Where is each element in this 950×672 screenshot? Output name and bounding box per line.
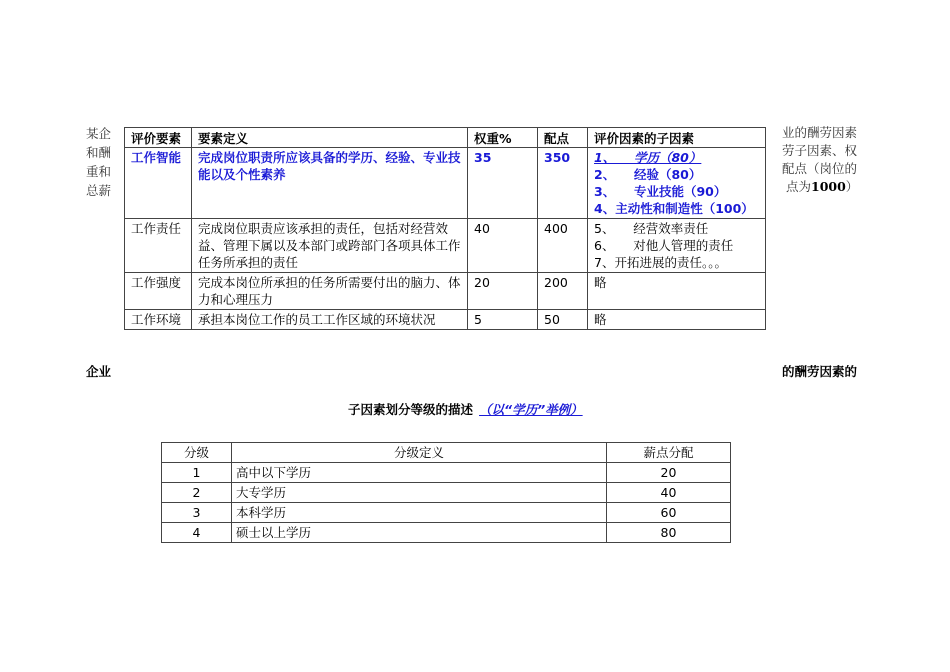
- subfactor-item: 2、 经验（80）: [594, 167, 702, 182]
- header-weight: 权重%: [468, 128, 538, 148]
- grade-header-level: 分级: [162, 443, 232, 463]
- row-points: 50: [538, 310, 588, 330]
- row-subfactors: [588, 219, 766, 273]
- grade-header-points: 薪点分配: [607, 443, 731, 463]
- total-points: 1000: [811, 179, 846, 194]
- table-row: [125, 148, 766, 219]
- caption-left: 企业: [86, 364, 112, 379]
- subfactor-item: 5、 经营效率责任: [594, 221, 709, 236]
- grade-definition: 大专学历: [232, 483, 607, 503]
- subtitle-text: 子因素划分等级的描述: [348, 402, 474, 417]
- row-points: 350: [538, 148, 588, 219]
- side-text-right: [782, 124, 868, 196]
- row-definition: 承担本岗位工作的员工工作区域的环境状况: [192, 310, 468, 330]
- row-factor: 工作责任: [125, 219, 192, 273]
- header-factor: 评价要素: [125, 128, 192, 148]
- grade-level: 4: [162, 523, 232, 543]
- grade-level: 2: [162, 483, 232, 503]
- row-factor: 工作智能: [125, 148, 192, 219]
- grade-points: 20: [607, 463, 731, 483]
- grade-points: 40: [607, 483, 731, 503]
- row-subfactors: 略: [588, 310, 766, 330]
- row-definition: 完成岗位职责应该承担的责任，包括对经营效益、管理下属以及本部门或跨部门各项具体工作任务所承担的责任: [192, 219, 468, 273]
- grade-definition: 高中以下学历: [232, 463, 607, 483]
- evaluation-factor-table: [124, 127, 766, 330]
- row-factor: 工作环境: [125, 310, 192, 330]
- row-definition: 完成岗位职责所应该具备的学历、经验、专业技能以及个性素养: [192, 148, 468, 219]
- table-header-row: [125, 128, 766, 148]
- row-weight: 20: [468, 273, 538, 310]
- grade-definition: 硕士以上学历: [232, 523, 607, 543]
- row-points: 200: [538, 273, 588, 310]
- table-row: [162, 483, 731, 503]
- side-right-line-2: 劳子因素、权: [782, 143, 858, 158]
- row-factor: 工作强度: [125, 273, 192, 310]
- subfactor-item: 3、 专业技能（90）: [594, 184, 727, 199]
- grade-points: 80: [607, 523, 731, 543]
- grade-points: 60: [607, 503, 731, 523]
- row-weight: 35: [468, 148, 538, 219]
- row-subfactors: 略: [588, 273, 766, 310]
- section-subtitle: [348, 400, 583, 418]
- grade-level: 3: [162, 503, 232, 523]
- grade-header-row: [162, 443, 731, 463]
- caption-right: 的酬劳因素的: [782, 364, 858, 379]
- header-definition: 要素定义: [192, 128, 468, 148]
- row-subfactors: [588, 148, 766, 219]
- subfactor-item: 1、 学历（80）: [594, 150, 702, 165]
- education-grade-table: [161, 442, 731, 543]
- subfactor-item: 7、开拓进展的责任。。。: [594, 255, 727, 270]
- side-text-left: 某企和酬重和总薪: [86, 126, 112, 198]
- row-weight: 5: [468, 310, 538, 330]
- table-row: [162, 463, 731, 483]
- grade-header-definition: 分级定义: [232, 443, 607, 463]
- side-right-line-1: 业的酬劳因素: [782, 125, 858, 140]
- subfactor-item: 4、主动性和制造性（100）: [594, 201, 754, 216]
- table-row: [125, 219, 766, 273]
- row-definition: 完成本岗位所承担的任务所需要付出的脑力、体力和心理压力: [192, 273, 468, 310]
- header-subfactors: 评价因素的子因素: [588, 128, 766, 148]
- grade-definition: 本科学历: [232, 503, 607, 523]
- grade-level: 1: [162, 463, 232, 483]
- table-row: [125, 273, 766, 310]
- side-right-line-3: 配点（岗位的: [782, 161, 858, 176]
- table-row: [162, 503, 731, 523]
- subtitle-highlight: （以“学历”举例）: [479, 402, 583, 417]
- row-points: 400: [538, 219, 588, 273]
- row-weight: 40: [468, 219, 538, 273]
- table-row: [162, 523, 731, 543]
- header-points: 配点: [538, 128, 588, 148]
- table-row: [125, 310, 766, 330]
- subfactor-item: 6、 对他人管理的责任: [594, 238, 734, 253]
- side-right-line-4: 点为1000）: [785, 179, 859, 194]
